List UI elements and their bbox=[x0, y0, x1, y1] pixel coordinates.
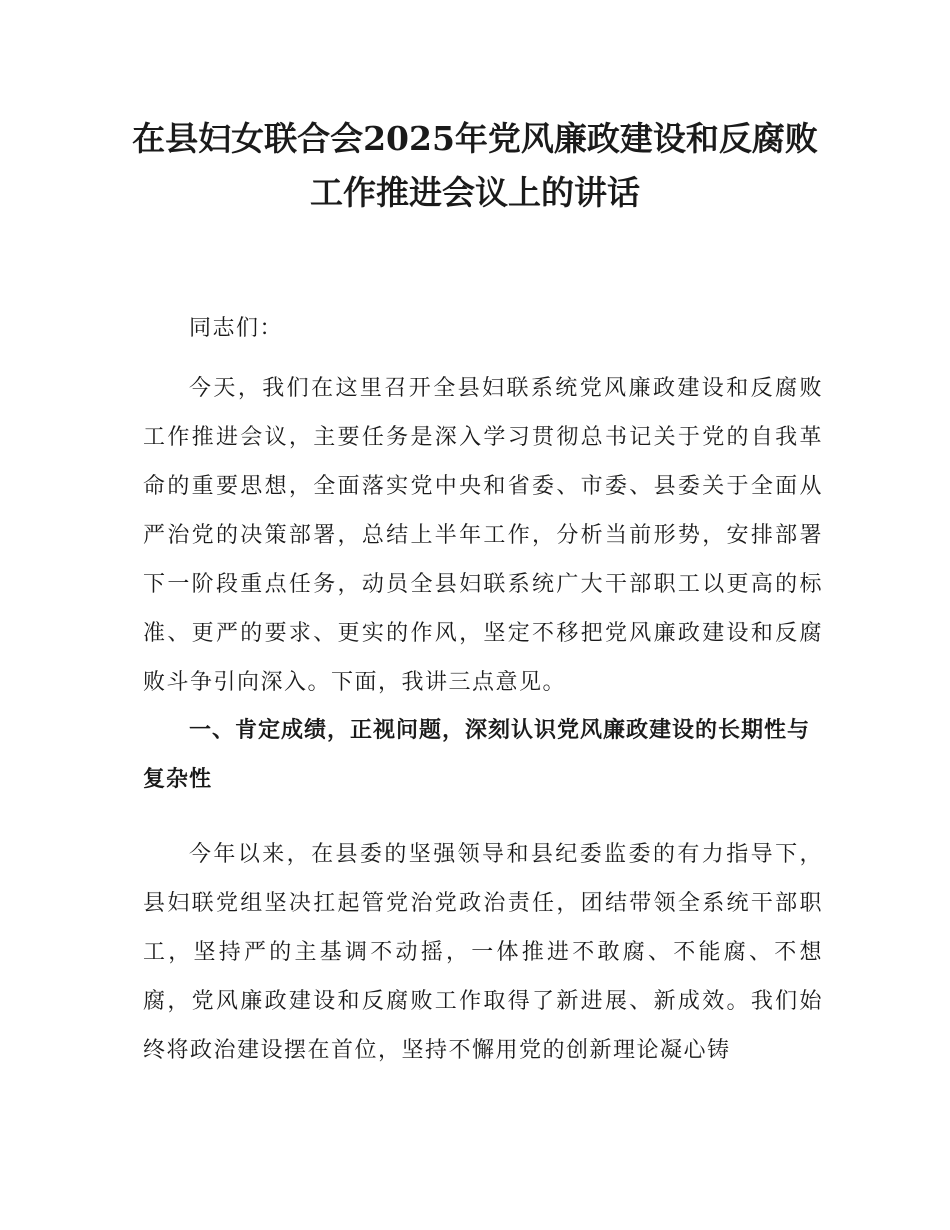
section-heading-1: 一、肯定成绩，正视问题，深刻认识党风廉政建设的长期性与复杂性 bbox=[143, 718, 811, 792]
salutation: 同志们： bbox=[189, 316, 284, 341]
paragraph-section-1: 今年以来，在县委的坚强领导和县纪委监委的有力指导下，县妇联党组坚决扛起管党治党政治责任，团结带领全系统干部职工，坚持严的主基调不动摇，一体推进不敢腐、不能腐、不想腐，党风廉政建设和反腐败工作取得了新进展、新成效。我们始终将政治建设摆在首位，坚持不懈用党的创新理论凝心铸 bbox=[143, 842, 823, 1063]
document-title: 在县妇女联合会2025年党风廉政建设和反腐败工作推进会议上的讲话 bbox=[132, 119, 818, 212]
paragraph-intro: 今天，我们在这里召开全县妇联系统党风廉政建设和反腐败工作推进会议，主要任务是深入学习贯彻总书记关于党的自我革命的重要思想，全面落实党中央和省委、市委、县委关于全面从严治党的决策部署，总结上半年工作，分析当前形势，安排部署下一阶段重点任务，动员全县妇联系统广大干部职工以更高的标准、更严的要求、更实的作风，坚定不移把党风廉政建设和反腐败斗争引向深入。下面，我讲三点意见。 bbox=[143, 376, 823, 695]
